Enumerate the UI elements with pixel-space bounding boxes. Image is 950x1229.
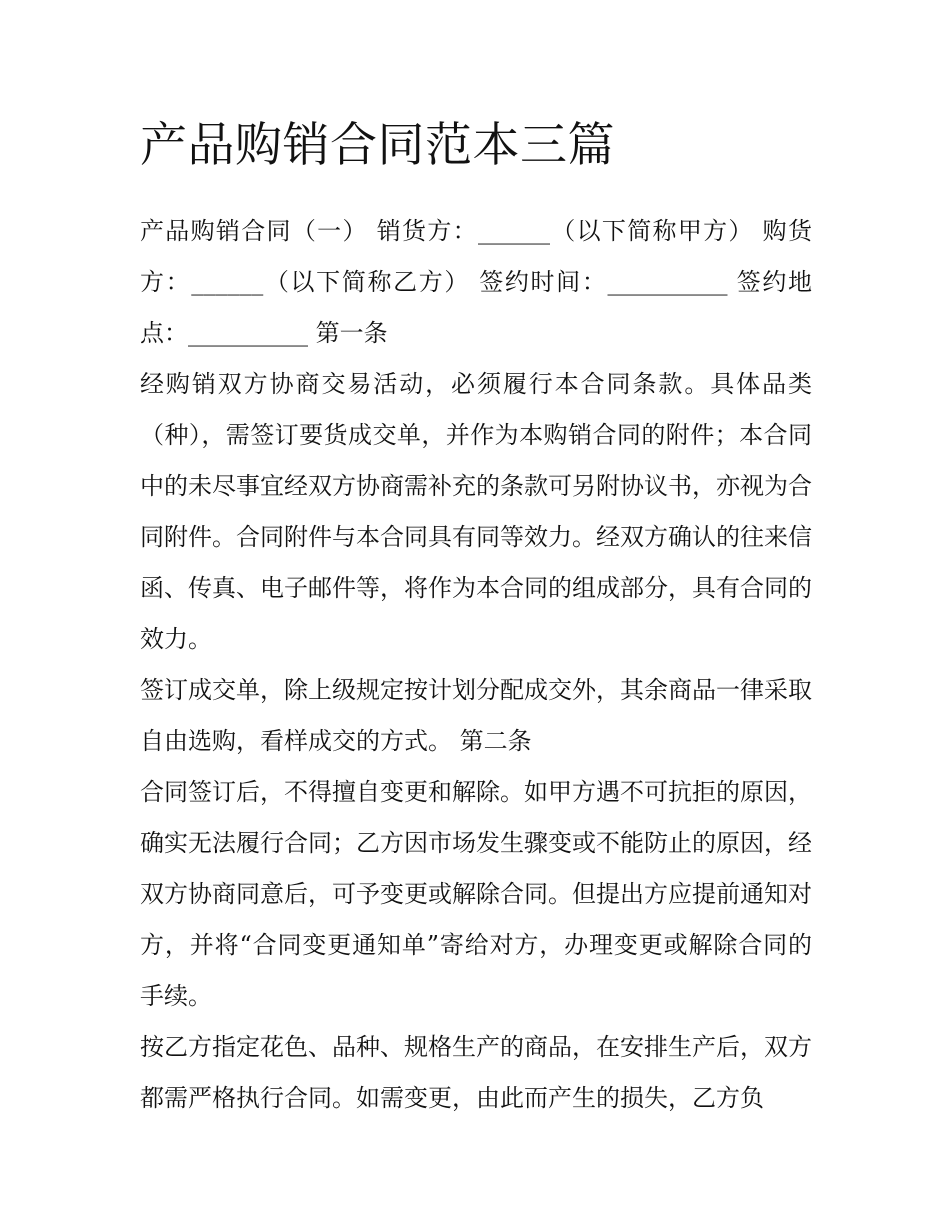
order-method-paragraph: 签订成交单，除上级规定按计划分配成交外，其余商品一律采取自由选购，看样成交的方式。 第二条 xyxy=(140,676,812,755)
specification-paragraph: 按乙方指定花色、品种、规格生产的商品，在安排生产后，双方都需严格执行合同。如需变更，由此而产生的损失，乙方负 xyxy=(140,1033,812,1112)
article-one-paragraph: 经购销双方协商交易活动，必须履行本合同条款。具体品类（种），需签订要货成交单，并作为本购销合同的附件；本合同中的未尽事宜经双方协商需补充的条款可另附协议书，亦视为合同附件。合同附件与本合同具有同等效力。经双方确认的往来信函、传真、电子邮件等，将作为本合同的组成部分，具有合同的效力。 xyxy=(140,370,812,653)
contract-header-paragraph: 产品购销合同（一） 销货方：______（以下简称甲方） 购货方：______（以下简称乙方） 签约时间：__________ 签约地点：__________ 第一条 xyxy=(140,217,812,347)
document-title: 产品购销合同范本三篇 xyxy=(140,118,615,173)
document-page xyxy=(140,108,812,1124)
article-two-paragraph: 合同签订后，不得擅自变更和解除。如甲方遇不可抗拒的原因，确实无法履行合同；乙方因市场发生骤变或不能防止的原因，经双方协商同意后，可予变更或解除合同。但提出方应提前通知对方，并将“合同变更通知单”寄给对方，办理变更或解除合同的手续。 xyxy=(140,778,812,1010)
